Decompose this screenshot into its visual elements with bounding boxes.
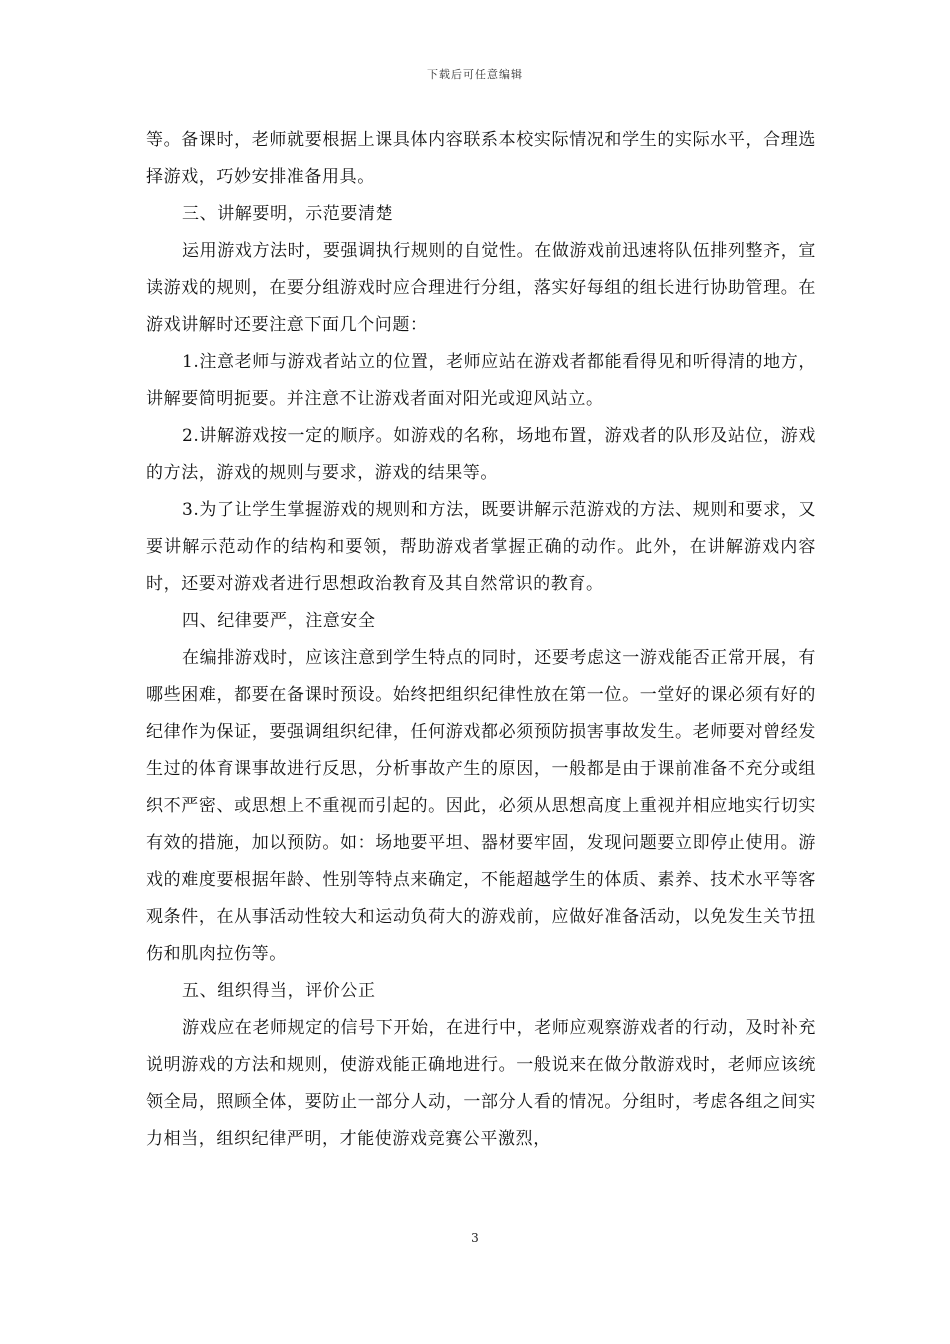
page-header: 下载后可任意编辑 bbox=[427, 68, 523, 81]
list-item-1: 1.注意老师与游戏者站立的位置，老师应站在游戏者都能看得见和听得清的地方，讲解要简明扼要。并注意不让游戏者面对阳光或迎风站立。 bbox=[146, 352, 816, 409]
document-body bbox=[146, 122, 816, 1158]
list-item-2: 2.讲解游戏按一定的顺序。如游戏的名称，场地布置，游戏者的队形及站位，游戏的方法，游戏的规则与要求，游戏的结果等。 bbox=[146, 426, 816, 483]
section-heading-3: 三、讲解要明，示范要清楚 bbox=[182, 204, 394, 224]
paragraph: 游戏应在老师规定的信号下开始，在进行中，老师应观察游戏者的行动，及时补充说明游戏的方法和规则，使游戏能正确地进行。一般说来在做分散游戏时，老师应该统领全局，照顾全体，要防止一部分人动，一部分人看的情况。分组时，考虑各组之间实力相当，组织纪律严明，才能使游戏竞赛公平激烈， bbox=[146, 1018, 816, 1149]
page-number: 3 bbox=[471, 1231, 479, 1245]
section-heading-5: 五、组织得当，评价公正 bbox=[182, 981, 376, 1001]
section-heading-4: 四、纪律要严，注意安全 bbox=[182, 611, 376, 631]
paragraph-continuation: 等。备课时，老师就要根据上课具体内容联系本校实际情况和学生的实际水平，合理选择游戏，巧妙安排准备用具。 bbox=[146, 130, 816, 187]
paragraph: 运用游戏方法时，要强调执行规则的自觉性。在做游戏前迅速将队伍排列整齐，宣读游戏的规则，在要分组游戏时应合理进行分组，落实好每组的组长进行协助管理。在游戏讲解时还要注意下面几个问题： bbox=[146, 241, 816, 335]
paragraph: 在编排游戏时，应该注意到学生特点的同时，还要考虑这一游戏能否正常开展，有哪些困难，都要在备课时预设。始终把组织纪律性放在第一位。一堂好的课必须有好的纪律作为保证，要强调组织纪律，任何游戏都必须预防损害事故发生。老师要对曾经发生过的体育课事故进行反思，分析事故产生的原因，一般都是由于课前准备不充分或组织不严密、或思想上不重视而引起的。因此，必须从思想高度上重视并相应地实行切实有效的措施，加以预防。如：场地要平坦、器材要牢固，发现问题要立即停止使用。游戏的难度要根据年龄、性别等特点来确定，不能超越学生的体质、素养、技术水平等客观条件，在从事活动性较大和运动负荷大的游戏前，应做好准备活动，以免发生关节扭伤和肌肉拉伤等。 bbox=[146, 648, 816, 964]
list-item-3: 3.为了让学生掌握游戏的规则和方法，既要讲解示范游戏的方法、规则和要求，又要讲解示范动作的结构和要领，帮助游戏者掌握正确的动作。此外，在讲解游戏内容时，还要对游戏者进行思想政治教育及其自然常识的教育。 bbox=[146, 500, 816, 594]
